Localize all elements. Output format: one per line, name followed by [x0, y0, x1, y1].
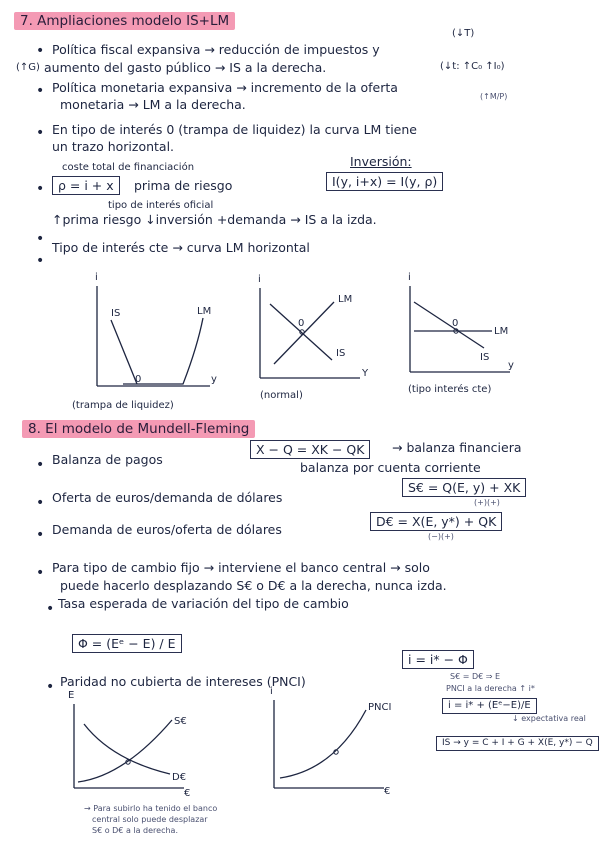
bullet-dot: •: [36, 565, 45, 581]
euro-supply-formula-box: [402, 478, 526, 497]
money-supply-note: (↑M/P): [480, 92, 508, 101]
rho-formula-box: [52, 176, 120, 195]
lm-label: LM: [338, 294, 353, 305]
expected-rate-label: Tasa esperada de variación del tipo de cambio: [58, 596, 349, 611]
axis-label-i: i: [408, 272, 411, 283]
uip-formula: i = i* − Φ: [408, 652, 468, 667]
bullet-dot: •: [36, 495, 45, 511]
bullet-dot: •: [36, 253, 45, 269]
axis-label-y: y: [508, 360, 514, 371]
equilibrium-label: 0: [452, 318, 459, 329]
footnote-line-2: central solo puede desplazar: [92, 815, 208, 824]
phi-formula-box: [72, 634, 182, 653]
is-label: IS: [111, 308, 121, 319]
balance-formula-box: [250, 440, 370, 459]
liquidity-trap-graph: [85, 272, 225, 398]
bullet-dot: •: [36, 83, 45, 99]
demand-label: D€: [172, 772, 187, 783]
axis-label-i: i: [95, 272, 98, 283]
constant-rate-graph: [398, 272, 528, 383]
section-8-title: 8. El modelo de Mundell-Fleming: [22, 420, 255, 438]
total-cost-label: coste total de financiación: [62, 162, 195, 173]
side-note-2: PNCI a la derecha ↑ i*: [446, 684, 535, 693]
bullet-dot: •: [36, 527, 45, 543]
investment-formula-box: [326, 172, 443, 191]
side-formula-box: [442, 698, 537, 714]
risk-premium-label: prima de riesgo: [134, 178, 233, 193]
gov-spending-prefix: (↑G): [16, 62, 40, 73]
is-curve: [111, 320, 137, 384]
euro-demand-formula: D€ = X(E, y*) + QK: [376, 514, 497, 529]
footnote-line-1: → Para subirlo ha tenido el banco: [84, 804, 218, 813]
axis-label-euro: €: [384, 786, 391, 797]
side-formula: i = i* + (Eᵉ−E)/E: [448, 700, 531, 711]
monetary-policy-line-2: monetaria → LM a la derecha.: [60, 97, 246, 112]
uip-label: Paridad no cubierta de intereses (PNCI): [60, 674, 306, 689]
is-label: IS: [336, 348, 346, 359]
axis-label-i: i: [270, 686, 273, 697]
liquidity-trap-line-2: un trazo horizontal.: [52, 139, 175, 154]
axis-label-E: E: [68, 690, 75, 701]
bullet-dot: •: [36, 125, 45, 141]
equilibrium-label: 0: [135, 374, 142, 385]
fixed-rate-line-1: Para tipo de cambio fijo → interviene el banco central → solo: [52, 560, 430, 575]
fiscal-policy-line-2: aumento del gasto público → IS a la derecha.: [44, 60, 327, 75]
normal-graph: [248, 274, 378, 388]
footnote-line-3: S€ o D€ a la derecha.: [92, 826, 179, 835]
uip-label: PNCI: [368, 702, 392, 713]
bullet-dot: •: [36, 457, 45, 473]
current-account-label: balanza por cuenta corriente: [300, 460, 481, 475]
is-curve: [270, 304, 332, 360]
fiscal-policy-line-1: Política fiscal expansiva → reducción de impuestos y: [52, 42, 380, 57]
bullet-dot: •: [46, 601, 55, 617]
risk-premium-effect: ↑prima riesgo ↓inversión +demanda → IS a la izda.: [52, 212, 377, 227]
fixed-rate-line-2: puede hacerlo desplazando S€ o D€ a la derecha, nunca izda.: [60, 578, 447, 593]
tax-cut-note: (↓T): [452, 28, 475, 39]
normal-caption: (normal): [260, 390, 303, 401]
euro-supply-label: Oferta de euros/demanda de dólares: [52, 490, 283, 505]
side-note-1: S€ = D€ ⇒ E: [450, 672, 501, 681]
investment-formula: I(y, i+x) = I(y, ρ): [332, 174, 438, 189]
is-label: IS: [480, 352, 490, 363]
rho-formula: ρ = i + x: [58, 178, 114, 193]
financial-account-label: → balanza financiera: [392, 440, 522, 455]
supply-curve: [78, 720, 172, 782]
bullet-dot: •: [36, 43, 45, 59]
lm-label: LM: [197, 306, 212, 317]
constant-rate-caption: (tipo interés cte): [408, 384, 492, 395]
balance-of-payments-label: Balanza de pagos: [52, 452, 163, 467]
uip-formula-box: [402, 650, 474, 669]
euro-market-graph: [62, 690, 202, 800]
section-7-title: 7. Ampliaciones modelo IS+LM: [14, 12, 235, 30]
euro-supply-formula: S€ = Q(E, y) + XK: [408, 480, 521, 495]
axis-label-euro: €: [184, 788, 191, 799]
fiscal-policy-note: (↓t: ↑C₀ ↑I₀): [440, 61, 505, 72]
euro-demand-formula-box: [370, 512, 502, 531]
equilibrium-label: 0: [298, 318, 305, 329]
is-equation: IS → y = C + I + G + X(E, y*) − Q: [442, 738, 593, 748]
supply-label: S€: [174, 716, 187, 727]
is-equation-box: [436, 736, 599, 751]
euro-supply-signs: (+)(+): [474, 498, 500, 507]
lm-label: LM: [494, 326, 509, 337]
axis-label-y: y: [211, 374, 217, 385]
side-note-3: ↓ expectativa real: [512, 714, 586, 723]
euro-demand-signs: (−)(+): [428, 532, 454, 541]
bullet-dot: •: [36, 181, 45, 197]
bullet-dot: •: [36, 231, 45, 247]
axis-label-Y: Y: [362, 368, 369, 379]
balance-formula: X − Q = XK − QK: [256, 442, 365, 457]
liquidity-trap-line-1: En tipo de interés 0 (trampa de liquidez) la curva LM tiene: [52, 122, 417, 137]
uip-graph: [262, 686, 402, 797]
official-rate-label: tipo de interés oficial: [108, 200, 214, 211]
monetary-policy-line-1: Política monetaria expansiva → incremento de la oferta: [52, 80, 398, 95]
investment-title: Inversión:: [350, 154, 412, 169]
liquidity-trap-caption: (trampa de liquidez): [72, 400, 174, 411]
demand-curve: [84, 724, 170, 774]
axis-label-i: i: [258, 274, 261, 285]
phi-formula: Φ = (Eᵉ − E) / E: [78, 636, 176, 651]
uip-curve: [280, 710, 366, 778]
euro-demand-label: Demanda de euros/oferta de dólares: [52, 522, 282, 537]
bullet-dot: •: [46, 679, 55, 695]
constant-rate-line: Tipo de interés cte → curva LM horizontal: [52, 240, 310, 255]
is-curve: [414, 302, 484, 348]
